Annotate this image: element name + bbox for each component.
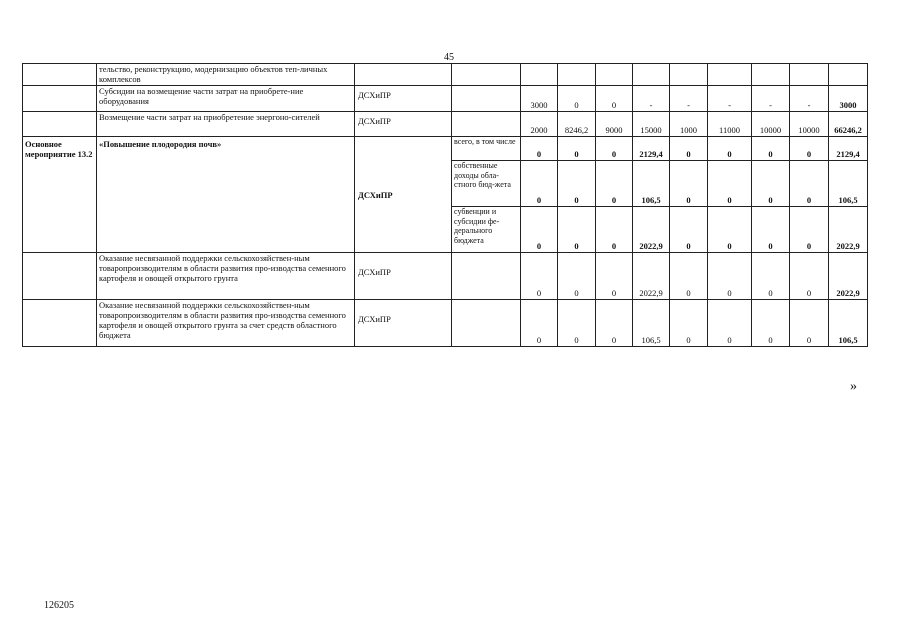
value-cell: - (633, 86, 670, 112)
value-cell: 0 (790, 161, 829, 207)
value-cell: 0 (521, 137, 558, 161)
empty-cell (23, 112, 97, 137)
row-executor (355, 64, 452, 86)
value-cell: 3000 (521, 86, 558, 112)
row-name: Оказание несвязанной поддержки сельскохозяйствен-ным товаропроизводителям в области развития про-изводства семенного картофеля и овощей открытого грунта за счет средств областного бюджета (97, 300, 355, 347)
page-number: 45 (444, 52, 454, 63)
value-cell: 0 (596, 137, 633, 161)
value-cell: 0 (752, 207, 790, 253)
value-cell: 0 (708, 300, 752, 347)
value-cell: 0 (708, 253, 752, 300)
value-cell: 0 (752, 253, 790, 300)
value-cell (558, 64, 596, 86)
value-cell: 11000 (708, 112, 752, 137)
source-cell: собственные доходы обла-стного бюд-жета (452, 161, 521, 207)
empty-cell (23, 64, 97, 86)
empty-cell (23, 86, 97, 112)
empty-cell (23, 300, 97, 347)
value-cell: 0 (790, 137, 829, 161)
value-cell: 0 (596, 161, 633, 207)
value-cell: 2022,9 (633, 253, 670, 300)
value-cell: 0 (521, 253, 558, 300)
value-cell: - (752, 86, 790, 112)
row-source (452, 112, 521, 137)
value-cell: 106,5 (633, 161, 670, 207)
value-cell: 0 (708, 137, 752, 161)
value-cell: 0 (670, 161, 708, 207)
value-cell: 0 (558, 137, 596, 161)
value-cell: 10000 (752, 112, 790, 137)
value-cell (670, 64, 708, 86)
row-executor: ДСХиПР (355, 253, 452, 300)
value-cell (752, 64, 790, 86)
table-row (23, 86, 868, 112)
value-cell: 0 (558, 161, 596, 207)
measure-executor: ДСХиПР (355, 137, 452, 253)
value-cell (596, 64, 633, 86)
total-cell: 106,5 (829, 300, 868, 347)
row-source (452, 86, 521, 112)
row-source (452, 64, 521, 86)
value-cell: 0 (670, 300, 708, 347)
value-cell: 8246,2 (558, 112, 596, 137)
total-cell: 66246,2 (829, 112, 868, 137)
value-cell: 10000 (790, 112, 829, 137)
closing-quote: » (850, 379, 857, 394)
row-executor: ДСХиПР (355, 86, 452, 112)
value-cell: 106,5 (633, 300, 670, 347)
value-cell: 0 (790, 207, 829, 253)
table-row (23, 137, 868, 161)
empty-cell (23, 253, 97, 300)
row-name: тельство, реконструкцию, модернизацию объектов теп-личных комплексов (97, 64, 355, 86)
row-name: Оказание несвязанной поддержки сельскохозяйствен-ным товаропроизводителям в области развития про-изводства семенного картофеля и овощей открытого грунта (97, 253, 355, 300)
value-cell: 0 (558, 300, 596, 347)
footer-code: 126205 (44, 600, 74, 611)
value-cell: 15000 (633, 112, 670, 137)
value-cell: 1000 (670, 112, 708, 137)
total-cell: 2129,4 (829, 137, 868, 161)
total-cell: 3000 (829, 86, 868, 112)
budget-table (22, 63, 868, 347)
value-cell (521, 64, 558, 86)
value-cell: 9000 (596, 112, 633, 137)
source-cell: всего, в том числе (452, 137, 521, 161)
value-cell: 2129,4 (633, 137, 670, 161)
value-cell: 2000 (521, 112, 558, 137)
value-cell: 0 (558, 253, 596, 300)
value-cell: 0 (790, 253, 829, 300)
row-name: Возмещение части затрат на приобретение энергоно-сителей (97, 112, 355, 137)
value-cell: 0 (670, 207, 708, 253)
value-cell: - (790, 86, 829, 112)
value-cell (790, 64, 829, 86)
value-cell: 0 (596, 300, 633, 347)
row-executor: ДСХиПР (355, 112, 452, 137)
value-cell: 0 (752, 300, 790, 347)
value-cell: 0 (790, 300, 829, 347)
value-cell: 0 (521, 207, 558, 253)
value-cell: 0 (596, 86, 633, 112)
value-cell: 0 (752, 161, 790, 207)
value-cell: 0 (521, 161, 558, 207)
row-name: Субсидии на возмещение части затрат на приобрете-ние оборудования (97, 86, 355, 112)
total-cell: 2022,9 (829, 253, 868, 300)
value-cell: 0 (670, 137, 708, 161)
value-cell: 0 (752, 137, 790, 161)
total-cell: 2022,9 (829, 207, 868, 253)
measure-name: «Повышение плодородия почв» (97, 137, 355, 253)
value-cell: 0 (596, 253, 633, 300)
source-cell: субвенции и субсидии фе-дерального бюджета (452, 207, 521, 253)
value-cell: 2022,9 (633, 207, 670, 253)
value-cell: 0 (521, 300, 558, 347)
value-cell (633, 64, 670, 86)
value-cell: 0 (558, 86, 596, 112)
table-row (23, 64, 868, 86)
value-cell: 0 (670, 253, 708, 300)
value-cell: 0 (558, 207, 596, 253)
row-source (452, 253, 521, 300)
total-cell: 106,5 (829, 161, 868, 207)
value-cell: - (670, 86, 708, 112)
table-row (23, 112, 868, 137)
row-source (452, 300, 521, 347)
table-row (23, 300, 868, 347)
value-cell (708, 64, 752, 86)
value-cell: 0 (596, 207, 633, 253)
value-cell: - (708, 86, 752, 112)
value-cell: 0 (708, 207, 752, 253)
total-cell (829, 64, 868, 86)
table-row (23, 253, 868, 300)
measure-label: Основное мероприятие 13.2 (23, 137, 97, 253)
value-cell: 0 (708, 161, 752, 207)
row-executor: ДСХиПР (355, 300, 452, 347)
